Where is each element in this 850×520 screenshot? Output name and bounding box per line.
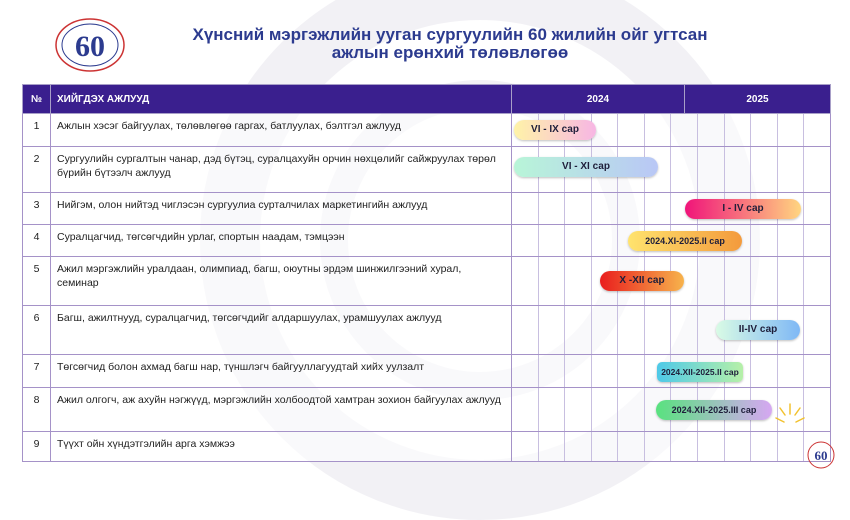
row-number: 8 (23, 388, 51, 432)
row-task: Сургуулийн сургалтын чанар, дэд бүтэц, суралцахуйн орчин нөхцөлийг сайжруулах төрөл бүрийн бүтээлч ажлууд (51, 147, 512, 193)
row-task: Түүхт ойн хүндэтгэлийн арга хэмжээ (51, 432, 512, 462)
row-task: Ажил мэргэжлийн уралдаан, олимпиад, багш, оюутны эрдэм шинжилгээний хурал, семинар (51, 257, 512, 306)
timeline-bar: VI - XI сар (514, 157, 658, 177)
corner-anniversary-logo (806, 440, 836, 470)
row-number: 2 (23, 147, 51, 193)
table-row (23, 147, 831, 193)
row-number: 9 (23, 432, 51, 462)
sparkle-decoration (770, 400, 810, 440)
timeline-cell (512, 147, 831, 193)
table-row (23, 388, 831, 432)
header-year-2025: 2025 (685, 85, 831, 114)
row-task: Ажил олгогч, аж ахуйн нэгжүүд, мэргэжлийн холбоодтой хамтран зохион байгуулах ажлууд (51, 388, 512, 432)
row-task: Ажлын хэсэг байгуулах, төлөвлөгөө гаргах, батлуулах, бэлтгэл ажлууд (51, 114, 512, 147)
row-number: 5 (23, 257, 51, 306)
timeline-bar: 2024.XII-2025.II сар (657, 362, 743, 382)
timeline-bar: X -XII сар (600, 271, 684, 291)
anniversary-logo (50, 14, 130, 76)
timeline-bar: 2024.XI-2025.II сар (628, 231, 742, 251)
header-number: № (23, 85, 51, 114)
work-plan-table (22, 84, 831, 462)
timeline-bar: II-IV сар (716, 320, 800, 340)
row-number: 6 (23, 306, 51, 355)
row-number: 7 (23, 355, 51, 388)
logo-number: 60 (75, 30, 105, 63)
timeline-cell (512, 306, 831, 355)
row-number: 3 (23, 193, 51, 225)
table-row (23, 114, 831, 147)
timeline-cell (512, 355, 831, 388)
table-row (23, 225, 831, 257)
row-task: Нийгэм, олон нийтэд чиглэсэн сургуулиа сурталчилах маркетингийн ажлууд (51, 193, 512, 225)
table-row (23, 193, 831, 225)
table-row (23, 257, 831, 306)
title-line-2: ажлын ерөнхий төлөвлөгөө (331, 43, 569, 62)
header-tasks: ХИЙГДЭХ АЖЛУУД (51, 85, 512, 114)
timeline-cell (512, 225, 831, 257)
timeline-bar: I - IV сар (685, 199, 801, 219)
timeline-cell (512, 193, 831, 225)
table-row (23, 355, 831, 388)
row-number: 4 (23, 225, 51, 257)
timeline-bar: VI - IX сар (514, 120, 596, 140)
row-task: Багш, ажилтнууд, суралцагчид, төгсөгчдийг алдаршуулах, урамшуулах ажлууд (51, 306, 512, 355)
row-task: Төгсөгчид болон ахмад багш нар, түншлэгч байгууллагуудтай хийх уулзалт (51, 355, 512, 388)
row-number: 1 (23, 114, 51, 147)
title-line-1: Хүнсний мэргэжлийн ууган сургуулийн 60 жилийн ойг угтсан (192, 25, 708, 44)
table-header-row (23, 85, 831, 114)
page-title (150, 26, 750, 62)
row-task: Суралцагчид, төгсөгчдийн урлаг, спортын наадам, тэмцээн (51, 225, 512, 257)
table-row (23, 306, 831, 355)
timeline-cell (512, 114, 831, 147)
timeline-bar: 2024.XII-2025.III сар (656, 400, 772, 420)
header-year-2024: 2024 (512, 85, 685, 114)
svg-text:60: 60 (814, 448, 828, 463)
table-row (23, 432, 831, 462)
timeline-cell (512, 257, 831, 306)
